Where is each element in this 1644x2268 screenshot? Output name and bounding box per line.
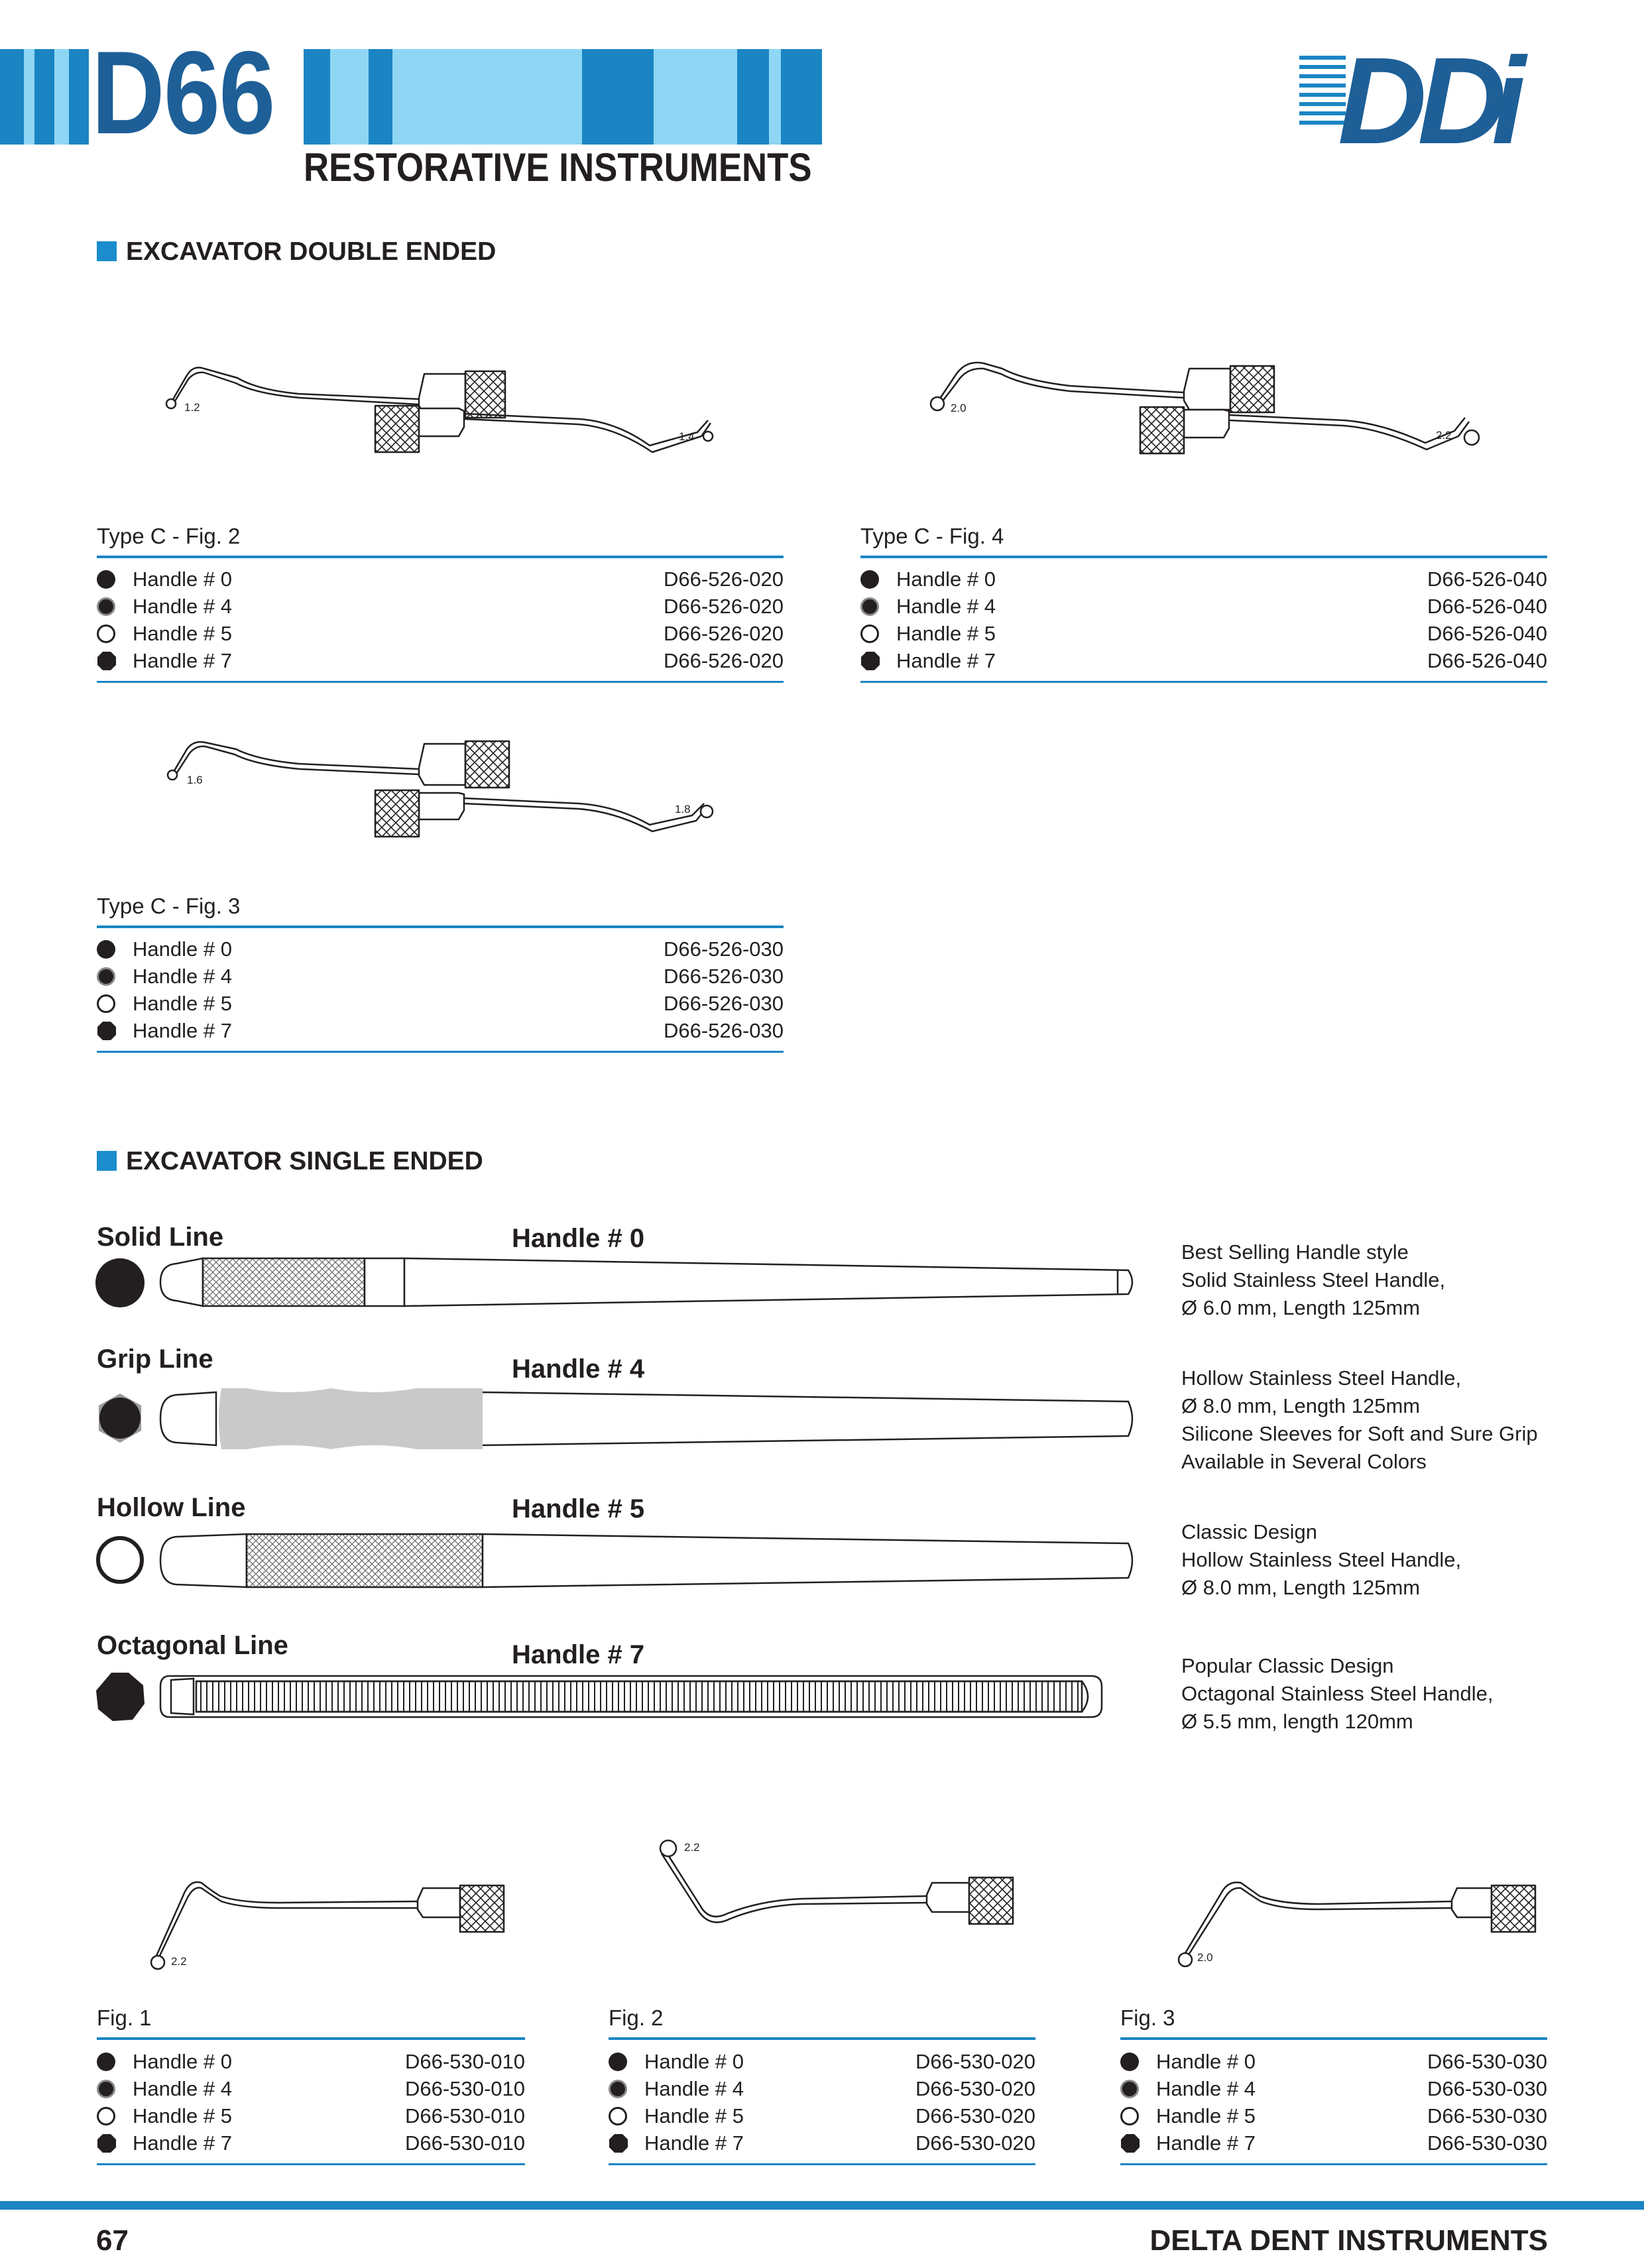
grip-handle-section-icon: [94, 1392, 147, 1445]
handle-5-swatch-icon: [97, 2107, 115, 2125]
table-rule: [1120, 2163, 1547, 2165]
table-row-handle: Handle # 4: [896, 595, 996, 618]
header-bar: [34, 49, 54, 145]
table-rule: [609, 2163, 1035, 2165]
handle-4-swatch-icon: [860, 597, 879, 616]
table-row-code: D66-530-020: [915, 2050, 1035, 2073]
instrument-illustration: [159, 345, 729, 491]
table-row-code: D66-526-030: [664, 1019, 784, 1042]
handle-5-swatch-icon: [860, 625, 879, 643]
description-line: Best Selling Handle style: [1181, 1240, 1409, 1264]
table-rule: [860, 556, 1547, 558]
handle-0-swatch-icon: [97, 940, 115, 959]
handle-line-name: Octagonal Line: [97, 1631, 288, 1660]
table-row-code: D66-526-030: [664, 965, 784, 988]
description-line: Ø 8.0 mm, Length 125mm: [1181, 1576, 1421, 1599]
description-line: Available in Several Colors: [1181, 1450, 1427, 1473]
table-row-handle: Handle # 4: [133, 965, 232, 988]
footer-rule: [0, 2201, 1644, 2210]
tip-size-label: 1.4: [679, 430, 695, 443]
handle-model-name: Handle # 4: [512, 1354, 645, 1384]
table-rule: [97, 681, 784, 683]
table-row-handle: Handle # 4: [133, 2077, 232, 2100]
table-row-handle: Handle # 7: [644, 2131, 744, 2155]
table-row-handle: Handle # 5: [133, 992, 232, 1015]
handle-description: [1181, 1518, 1461, 1602]
table-caption: Type C - Fig. 4: [860, 524, 1004, 548]
table-row-code: D66-530-010: [405, 2077, 525, 2100]
header-bar: [769, 49, 781, 145]
table-row-handle: Handle # 0: [133, 2050, 232, 2073]
table-row-code: D66-526-040: [1427, 595, 1547, 618]
handle-7-swatch-icon: [97, 651, 117, 671]
table-row-handle: Handle # 4: [133, 595, 232, 618]
table-row-handle: Handle # 5: [1156, 2104, 1256, 2127]
table-caption: Fig. 3: [1120, 2005, 1175, 2030]
table-row-code: D66-526-020: [664, 567, 784, 591]
handle-7-swatch-icon: [97, 2133, 117, 2153]
instrument-illustration: [159, 716, 729, 862]
table-row-code: D66-526-020: [664, 622, 784, 645]
table-caption: Type C - Fig. 3: [97, 894, 241, 918]
table-row-code: D66-526-020: [664, 649, 784, 672]
tip-size-label: 1.6: [187, 774, 203, 786]
handle-0-swatch-icon: [97, 570, 115, 589]
table-row-handle: Handle # 0: [133, 567, 232, 591]
table-row-handle: Handle # 5: [133, 622, 232, 645]
description-line: Hollow Stainless Steel Handle,: [1181, 1366, 1462, 1390]
table-row-code: D66-530-030: [1427, 2050, 1547, 2073]
handle-0-swatch-icon: [860, 570, 879, 589]
table-row-handle: Handle # 5: [133, 2104, 232, 2127]
table-row-handle: Handle # 0: [133, 937, 232, 961]
table-row-code: D66-530-010: [405, 2131, 525, 2155]
header-bar: [0, 49, 24, 145]
handle-4-swatch-icon: [97, 2080, 115, 2098]
handle-model-name: Handle # 0: [512, 1224, 645, 1253]
description-line: Popular Classic Design: [1181, 1654, 1394, 1677]
instrument-illustration: [133, 1856, 517, 1976]
handle-5-swatch-icon: [609, 2107, 627, 2125]
header-bar: [737, 49, 769, 145]
handle-5-swatch-icon: [97, 994, 115, 1013]
handle-4-swatch-icon: [97, 597, 115, 616]
header-bar: [54, 49, 69, 145]
page-number: 67: [96, 2224, 129, 2257]
handle-model-name: Handle # 5: [512, 1494, 645, 1523]
table-row-code: D66-530-030: [1427, 2104, 1547, 2127]
instrument-illustration: [650, 1834, 1034, 1953]
tip-size-label: 1.8: [675, 803, 691, 815]
handle-7-swatch-icon: [1120, 2133, 1140, 2153]
octagonal-handle-section-icon: [94, 1671, 147, 1724]
tip-size-label: 2.2: [1436, 429, 1452, 442]
table-row-code: D66-526-040: [1427, 567, 1547, 591]
table-row-handle: Handle # 7: [133, 2131, 232, 2155]
logo-text-i: i: [1492, 46, 1526, 146]
table-rule: [609, 2037, 1035, 2040]
handle-0-swatch-icon: [1120, 2053, 1139, 2071]
table-row-code: D66-530-020: [915, 2077, 1035, 2100]
header-bar: [330, 49, 369, 145]
table-caption: Type C - Fig. 2: [97, 524, 241, 548]
header-bar: [304, 49, 330, 145]
table-caption: Fig. 1: [97, 2005, 152, 2030]
description-line: Solid Stainless Steel Handle,: [1181, 1268, 1446, 1291]
table-row-handle: Handle # 4: [1156, 2077, 1256, 2100]
header-bar: [582, 49, 654, 145]
table-rule: [1120, 2037, 1547, 2040]
table-row-handle: Handle # 0: [1156, 2050, 1256, 2073]
tip-size-label: 2.2: [684, 1841, 700, 1854]
solid-handle-illustration: [156, 1256, 1144, 1309]
table-rule: [97, 2037, 525, 2040]
table-row-code: D66-530-010: [405, 2050, 525, 2073]
tip-size-label: 2.2: [171, 1955, 187, 1968]
handle-description: [1181, 1652, 1493, 1736]
header-bar: [392, 49, 441, 145]
table-row-handle: Handle # 7: [1156, 2131, 1256, 2155]
section-heading-text: EXCAVATOR DOUBLE ENDED: [126, 237, 497, 266]
grip-handle-illustration: [156, 1386, 1144, 1452]
table-row-code: D66-526-020: [664, 595, 784, 618]
table-row-code: D66-530-010: [405, 2104, 525, 2127]
table-row-code: D66-526-040: [1427, 649, 1547, 672]
product-code-title: D66: [91, 27, 274, 158]
page-subtitle: RESTORATIVE INSTRUMENTS: [304, 145, 812, 190]
instrument-illustration: [1167, 1856, 1551, 1976]
description-line: Hollow Stainless Steel Handle,: [1181, 1548, 1462, 1571]
octagonal-handle-illustration: [156, 1671, 1144, 1724]
table-row-code: D66-530-030: [1427, 2131, 1547, 2155]
table-row-handle: Handle # 0: [896, 567, 996, 591]
solid-handle-section-icon: [94, 1257, 147, 1310]
handle-0-swatch-icon: [97, 2053, 115, 2071]
section-bullet-icon: [97, 1151, 117, 1171]
section-bullet-icon: [97, 241, 117, 261]
handle-4-swatch-icon: [609, 2080, 627, 2098]
table-row-handle: Handle # 4: [644, 2077, 744, 2100]
table-row-handle: Handle # 5: [644, 2104, 744, 2127]
hollow-handle-section-icon: [94, 1534, 147, 1587]
header-bar: [654, 49, 737, 145]
header-bar: [69, 49, 89, 145]
table-row-handle: Handle # 0: [644, 2050, 744, 2073]
header-bar: [441, 49, 582, 145]
table-row-handle: Handle # 7: [896, 649, 996, 672]
table-rule: [97, 556, 784, 558]
section-heading-text: EXCAVATOR SINGLE ENDED: [126, 1147, 483, 1175]
table-caption: Fig. 2: [609, 2005, 664, 2030]
handle-model-name: Handle # 7: [512, 1640, 645, 1669]
description-line: Ø 8.0 mm, Length 125mm: [1181, 1394, 1421, 1417]
description-line: Ø 5.5 mm, length 120mm: [1181, 1710, 1413, 1733]
handle-7-swatch-icon: [860, 651, 880, 671]
tip-size-label: 2.0: [1197, 1951, 1213, 1964]
table-rule: [97, 1051, 784, 1053]
header-bar: [369, 49, 392, 145]
handle-line-name: Grip Line: [97, 1344, 213, 1374]
handle-7-swatch-icon: [97, 1021, 117, 1041]
handle-description: [1181, 1364, 1538, 1476]
handle-line-name: Solid Line: [97, 1223, 224, 1252]
header-bar: [781, 49, 822, 145]
tip-size-label: 2.0: [951, 402, 967, 414]
table-row-handle: Handle # 5: [896, 622, 996, 645]
table-row-code: D66-526-030: [664, 992, 784, 1015]
handle-4-swatch-icon: [97, 967, 115, 986]
handle-description: [1181, 1238, 1445, 1322]
table-rule: [860, 681, 1547, 683]
table-rule: [97, 2163, 525, 2165]
hollow-handle-illustration: [156, 1527, 1144, 1594]
footer-brand: DELTA DENT INSTRUMENTS: [1149, 2224, 1548, 2257]
table-row-code: D66-526-040: [1427, 622, 1547, 645]
table-row-handle: Handle # 7: [133, 1019, 232, 1042]
description-line: Octagonal Stainless Steel Handle,: [1181, 1682, 1494, 1705]
handle-line-name: Hollow Line: [97, 1493, 246, 1522]
table-row-code: D66-530-030: [1427, 2077, 1547, 2100]
table-rule: [97, 925, 784, 928]
handle-4-swatch-icon: [1120, 2080, 1139, 2098]
table-row-code: D66-526-030: [664, 937, 784, 961]
table-row-code: D66-530-020: [915, 2131, 1035, 2155]
handle-0-swatch-icon: [609, 2053, 627, 2071]
instrument-illustration: [924, 345, 1494, 491]
handle-7-swatch-icon: [609, 2133, 628, 2153]
logo-text: DD: [1338, 46, 1497, 146]
table-row-handle: Handle # 7: [133, 649, 232, 672]
section-heading-double-ended: [97, 237, 496, 267]
handle-5-swatch-icon: [97, 625, 115, 643]
ddi-logo: [1299, 46, 1551, 146]
description-line: Silicone Sleeves for Soft and Sure Grip: [1181, 1422, 1538, 1445]
tip-size-label: 1.2: [184, 401, 200, 414]
description-line: Classic Design: [1181, 1520, 1318, 1543]
description-line: Ø 6.0 mm, Length 125mm: [1181, 1296, 1421, 1319]
table-row-code: D66-530-020: [915, 2104, 1035, 2127]
handle-5-swatch-icon: [1120, 2107, 1139, 2125]
section-heading-single-ended: [97, 1147, 483, 1176]
